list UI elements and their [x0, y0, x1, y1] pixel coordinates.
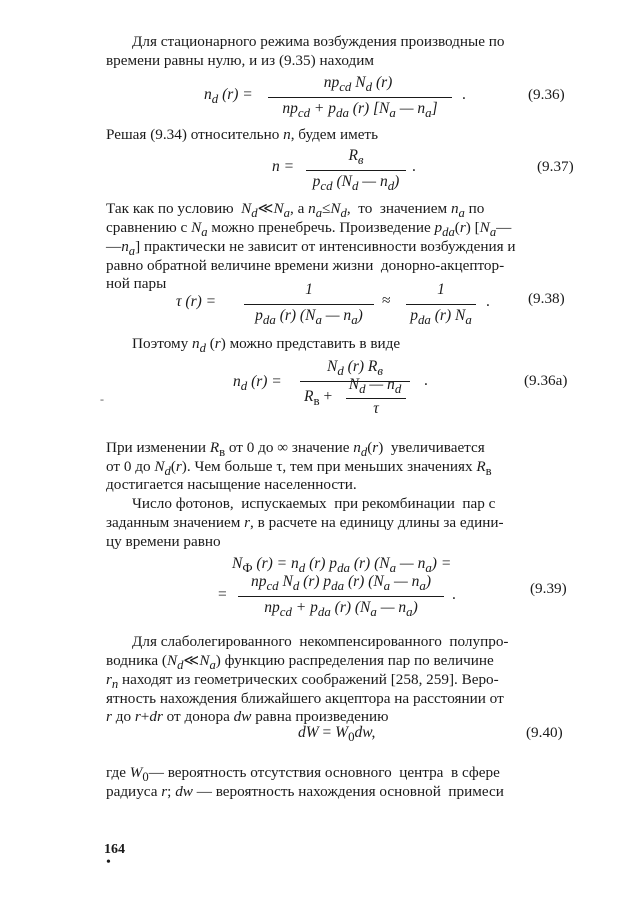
paragraph-2: Решая (9.34) относительно n, будем иметь [106, 126, 379, 143]
paragraph-3-line-4: равно обратной величине времени жизни донорно-акцептор- [106, 257, 505, 274]
paragraph-3-line-3: $—n_a$] практически не зависит от интенсивности возбуждения и [106, 238, 516, 259]
margin-dot: • [106, 855, 111, 870]
paragraph-1-line-1: Для стационарного режима возбуждения производные по [132, 33, 505, 50]
paragraph-1-line-2: времени равны нулю, и из (9.35) находим [106, 52, 374, 69]
paragraph-3-line-5: ной пары [106, 275, 167, 292]
equation-number: (9.38) [528, 290, 565, 307]
page-number: 164 [104, 842, 125, 857]
equation-number: (9.36а) [524, 372, 568, 389]
equation-number: (9.39) [530, 580, 567, 597]
margin-mark: - [100, 392, 104, 406]
paragraph-8-line-1: где $W_0—$ вероятность отсутствия основного центра в сфере [106, 764, 500, 785]
paragraph-6-line-2: заданным значением r, в расчете на единицу длины за едини- [106, 514, 504, 531]
paragraph-6-line-1: Число фотонов, испускаемых при рекомбинации пар с [132, 495, 496, 512]
equation-number: (9.37) [537, 158, 574, 175]
paragraph-6-line-3: цу времени равно [106, 533, 221, 550]
paragraph-3-line-1: Так как по условию $N_d≪N_a$, а $n_a\le N_d$, то значением $n_a$ по [106, 200, 485, 221]
paragraph-5-line-1: При изменении $R_в$ от 0 до ∞ значение $n_d(r)$ увеличивается [106, 439, 485, 460]
paragraph-7-line-3: $r_n$ находят из геометрических соображений [258, 259]. Веро- [106, 671, 499, 692]
paragraph-3-line-2: сравнению с $N_a$ можно пренебречь. Произведение $p_{da}(r)$ [$N_a—$ [106, 219, 512, 240]
paragraph-7-line-2: водника $(N_d≪N_a)$ функцию распределения пар по величине [106, 652, 494, 673]
paragraph-5-line-2: от 0 до $N_d(r)$. Чем больше τ, тем при меньших значениях $R_в$ [106, 458, 492, 479]
paragraph-5-line-3: достигается насыщение населенности. [106, 476, 357, 493]
equation-number: (9.40) [526, 724, 563, 741]
paragraph-8-line-2: радиуса r; dw — вероятность нахождения основной примеси [106, 783, 504, 800]
paragraph-4: Поэтому $n_d$ (r) можно представить в виде [132, 335, 401, 356]
paragraph-7-line-1: Для слаболегированного некомпенсированного полупро- [132, 633, 509, 650]
paragraph-7-line-5: r до r+dr от донора dw равна произведению [106, 708, 389, 725]
book-page: Для стационарного режима возбуждения производные по времени равны нулю, и из (9.35) находим $n_d$ (r) = $np_{cd}$ $N_d$ (r) $np_{cd} + p_{da}$ (r) [$N_a$ — $n_a$] . (9.36) Решая (9.34) относительно n, будем иметь n = $R_в$ $p_{cd}$ ($N_d$ — $n_d$) . (9.37) Так как по условию $N_d≪N_a$, а $n_a\le N_d$, то значением $n_a$ по сравнению с $N_a$ можно пренебречь. Произведение $p_{da}(r)$ [$N_a—$ $—n_a$] практически не зависит от интенсивности возбуждения и равно обратной величине времени жизни донорно-акцептор- ной пары τ (r) = 1 $p_{da}$ (r) ($N_a$ — $n_a$) ≈ 1 $p_{da}$ (r) $N_a$ . (9.38) Поэтому $n_d$ (r) можно представить в виде $n_d$ (r) = $N_d$ (r) $R_в$ $R_в$ + $N_d$ — $n_d$ τ . (9.36а) - При изменении $R_в$ от 0 до ∞ значение $n_d(r)$ увеличивается от 0 до $N_d(r)$. Чем больше τ, тем при меньших значениях $R_в$ достигается насыщение населенности. Число фотонов, испускаемых при рекомбинации пар с заданным значением r, в расчете на единицу длины за едини- цу времени равно $N_Ф$ $(r) = n_d$ (r) $p_{da}$ (r) ($N_a$ — $n_a$) = = $np_{cd}$ $N_d$ (r) $p_{da}$ (r) ($N_a$ — $n_a$) $np_{cd} + p_{da}$ (r) ($N_a$ — $n_a$) . (9.39) Для слаболегированного некомпенсированного полупро- водника $(N_d≪N_a)$ функцию распределения пар по величине $r_n$ находят из геометрических соображений [258, 259]. Веро- ятность нахождения ближайшего акцептора на расстоянии от r до r+dr от донора dw равна произведению dW = $W_0dw$, (9.40) где $W_0—$ вероятность отсутствия основного центра в сфере радиуса r; dw — вероятность нахождения основной примеси 164 • [100, 33, 574, 870]
paragraph-7-line-4: ятность нахождения ближайшего акцептора на расстоянии от [106, 690, 504, 707]
equation-number: (9.36) [528, 86, 565, 103]
